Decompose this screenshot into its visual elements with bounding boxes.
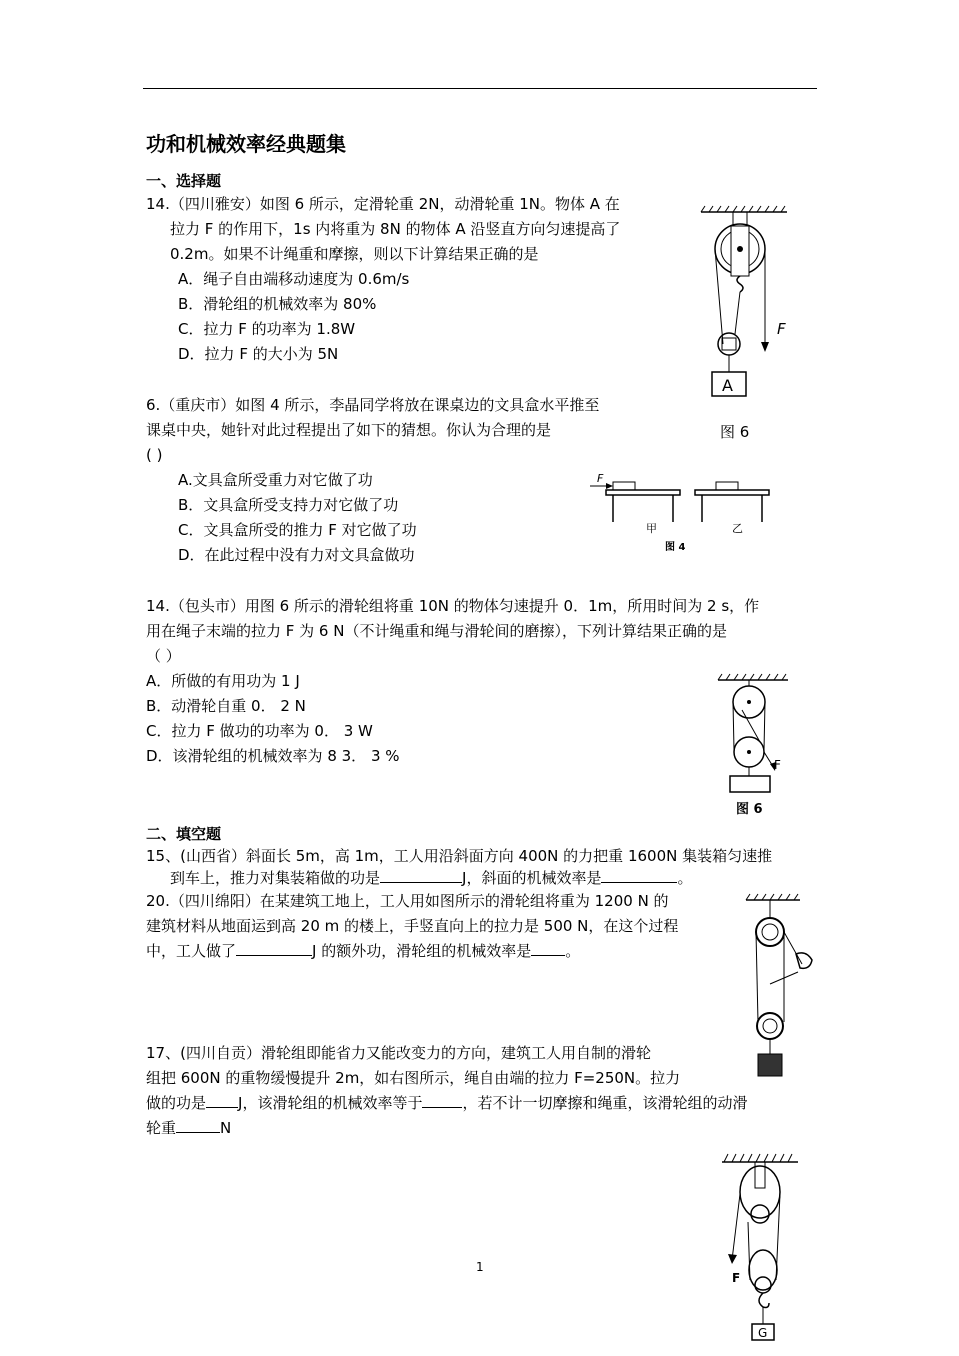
q17-line2: 组把 600N 的重物缓慢提升 2m，如右图所示，绳自由端的拉力 F=250N。拉力: [146, 1069, 681, 1087]
pulley-figure-6a: [695, 204, 805, 400]
fig4-label-jia: 甲: [646, 522, 657, 535]
q14b-option-b: B．动滑轮自重 0． 2 N: [146, 697, 306, 715]
q6-line2: 课桌中央，她针对此过程提出了如下的猜想。你认为合理的是: [146, 421, 552, 439]
q15-text-c: 。: [677, 869, 693, 887]
q14a-option-c: C．拉力 F 的功率为 1.8W: [178, 320, 356, 338]
q17-text-c: ，若不计一切摩擦和绳重，该滑轮组的动滑: [462, 1094, 748, 1112]
q20-blank-extra-work[interactable]: [236, 941, 312, 956]
fig6b-caption: 图 6: [736, 802, 763, 817]
q17-line1: 17、(四川自贡）滑轮组即能省力又能改变力的方向，建筑工人用自制的滑轮: [146, 1044, 651, 1062]
q15-line2: [170, 868, 692, 888]
q6-option-d: D．在此过程中没有力对文具盒做功: [178, 546, 415, 564]
fig-g-label-g: G: [758, 1326, 768, 1340]
section-choice-heading: 一、选择题: [146, 172, 222, 190]
q15-text-a: 到车上，推力对集装箱做的功是: [170, 869, 381, 887]
q17-text-b: J，该滑轮组的机械效率等于: [238, 1094, 423, 1112]
pulley-figure-6b: [712, 672, 802, 818]
q6-option-c: C．文具盒所受的推力 F 对它做了功: [178, 521, 417, 539]
pulley-figure-g: [718, 1150, 808, 1342]
q14b-line2: 用在绳子末端的拉力 F 为 6 N（不计绳重和绳与滑轮间的磨擦），下列计算结果正确的是: [146, 622, 727, 640]
q20-line1: 20.（四川绵阳）在某建筑工地上，工人用如图所示的滑轮组将重为 1200 N 的: [146, 892, 669, 910]
q15-blank-work[interactable]: [380, 868, 462, 883]
q6-option-b: B．文具盒所受支持力对它做了功: [178, 496, 399, 514]
q17-blank-efficiency[interactable]: [422, 1093, 462, 1108]
q17-line3: [146, 1093, 747, 1113]
q14a-option-a: A．绳子自由端移动速度为 0.6m/s: [178, 270, 410, 288]
fig4-caption: 图 4: [665, 542, 686, 553]
header-rule: [143, 88, 817, 89]
q6-option-a: A.文具盒所受重力对它做了功: [178, 471, 373, 489]
q14b-line3: （ ）: [146, 647, 181, 665]
q20-text-c: 。: [565, 942, 581, 960]
q17-text-a: 做的功是: [146, 1094, 207, 1112]
pulley-figure-worker: [740, 892, 820, 1082]
section-fill-heading: 二、填空题: [146, 825, 222, 843]
q17-text-d: 轮重: [146, 1119, 177, 1137]
q14a-line1: 14.（四川雅安）如图 6 所示，定滑轮重 2N，动滑轮重 1N。物体 A 在: [146, 195, 620, 213]
q20-blank-efficiency[interactable]: [531, 941, 565, 956]
q17-blank-pulley-weight[interactable]: [176, 1118, 220, 1133]
q15-text-b: J，斜面的机械效率是: [462, 869, 602, 887]
q17-blank-work[interactable]: [206, 1093, 238, 1108]
q20-text-b: J 的额外功，滑轮组的机械效率是: [312, 942, 532, 960]
q15-line1: 15、(山西省）斜面长 5m，高 1m，工人用沿斜面方向 400N 的力把重 1600N 集装箱匀速推: [146, 847, 773, 865]
q14b-option-d: D．该滑轮组的机械效率为 8 3． 3 %: [146, 747, 400, 765]
q14a-line2: 拉力 F 的作用下，1s 内将重为 8N 的物体 A 沿竖直方向匀速提高了: [170, 220, 621, 238]
q20-text-a: 中，工人做了: [146, 942, 237, 960]
q6-line1: 6.（重庆市）如图 4 所示，李晶同学将放在课桌边的文具盒水平推至: [146, 396, 600, 414]
fig4-label-f: F: [597, 472, 604, 485]
q20-line3: [146, 941, 580, 961]
page-number: 1: [476, 1260, 484, 1274]
q17-text-e: N: [220, 1119, 232, 1137]
q15-blank-efficiency[interactable]: [601, 868, 677, 883]
q20-line2: 建筑材料从地面运到高 20 m 的楼上，手竖直向上的拉力是 500 N，在这个过程: [146, 917, 679, 935]
q14a-option-b: B．滑轮组的机械效率为 80%: [178, 295, 377, 313]
fig6a-label-f: F: [777, 320, 786, 338]
fig6b-label-f: F: [774, 758, 781, 772]
q14a-option-d: D．拉力 F 的大小为 5N: [178, 345, 339, 363]
q14b-option-a: A．所做的有用功为 1 J: [146, 672, 300, 690]
desk-figure-4: [588, 470, 778, 554]
fig6a-label-a: A: [722, 376, 733, 395]
fig-g-label-f: F: [732, 1271, 741, 1285]
q6-line3: ( ): [146, 446, 163, 464]
q14b-option-c: C．拉力 F 做功的功率为 0． 3 W: [146, 722, 373, 740]
q17-line4: [146, 1118, 231, 1138]
page-title: 功和机械效率经典题集: [146, 132, 346, 156]
q14b-line1: 14.（包头市）用图 6 所示的滑轮组将重 10N 的物体匀速提升 0．1m，所用时间为 2 s，作: [146, 597, 760, 615]
fig4-label-yi: 乙: [732, 522, 743, 535]
fig6a-caption: 图 6: [720, 423, 750, 441]
q14a-line3: 0.2m。如果不计绳重和摩擦，则以下计算结果正确的是: [170, 245, 539, 263]
